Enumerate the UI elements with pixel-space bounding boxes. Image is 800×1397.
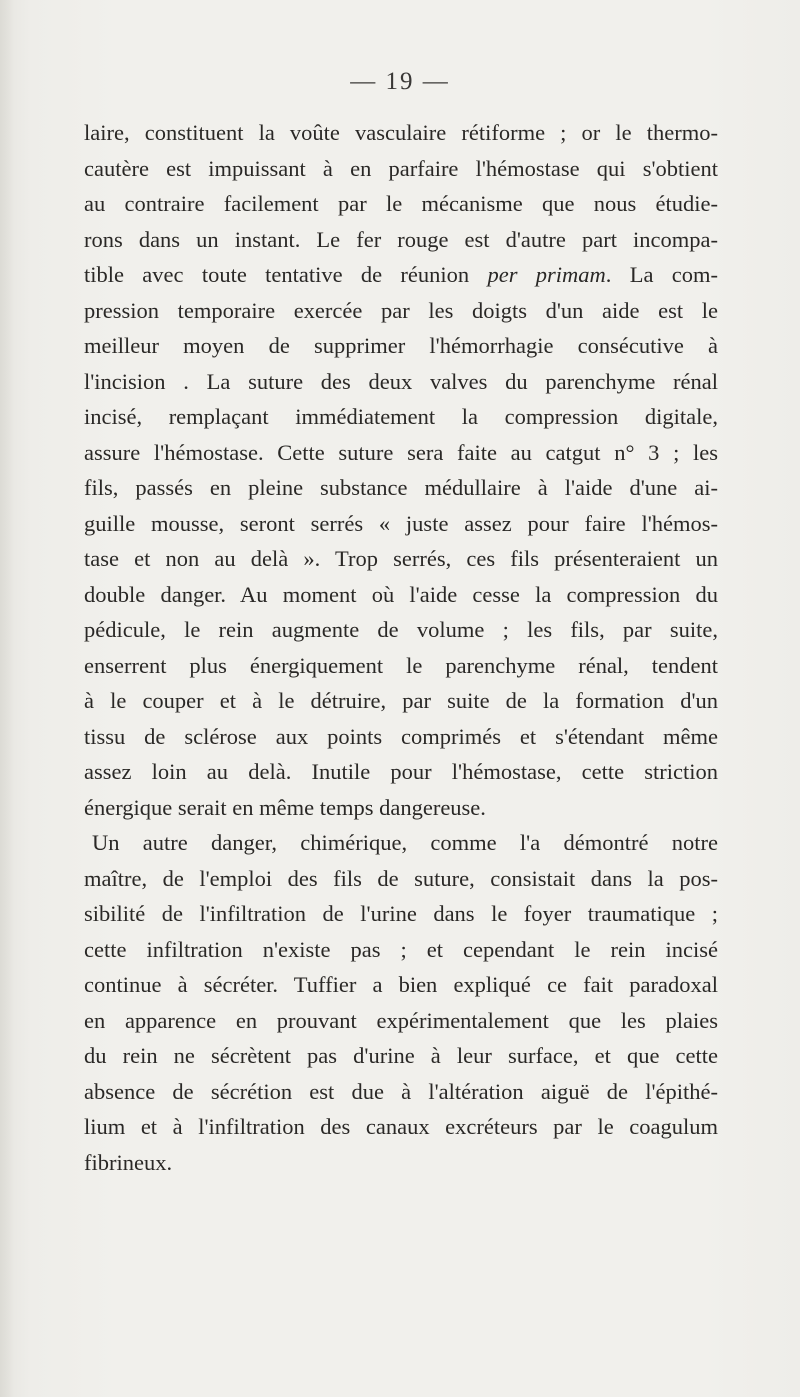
text-line-22: maître, de l'emploi des fils de suture, consistait dans la pos- [84,865,718,891]
text-line-28: absence de sécrétion est due à l'altération aiguë de l'épithé- [84,1078,718,1104]
text-line-18: tissu de sclérose aux points comprimés et s'étendant même [84,723,718,749]
text-line-25: continue à sécréter. Tuffier a bien expliqué ce fait paradoxal [84,972,718,997]
text-line-15: pédicule, le rein augmente de volume ; les fils, par suite, [84,617,718,642]
text-line-17: à le couper et à le détruire, par suite de la formation d'un [84,688,718,713]
text-line-30: fibrineux. [84,1149,173,1175]
text-line-24: cette infiltration n'existe pas ; et cependant le rein incisé [84,936,718,962]
body-text [84,115,718,1180]
text-line-4: rons dans un instant. Le fer rouge est d'autre part incompa- [84,226,718,252]
text-line-29: lium et à l'infiltration des canaux excréteurs par le coagulum [84,1114,718,1139]
text-line-10: assure l'hémostase. Cette suture sera faite au catgut n° 3 ; les [84,439,718,465]
text-line-8: l'incision . La suture des deux valves du parenchyme rénal [84,368,718,394]
text-line-7: meilleur moyen de supprimer l'hémorrhagie consécutive à [84,333,718,358]
text-line-20: énergique serait en même temps dangereuse. [84,794,486,820]
text-line-5: tible avec toute tentative de réunion per primam. La com- [84,262,718,287]
text-line-19: assez loin au delà. Inutile pour l'hémostase, cette striction [84,759,718,784]
text-line-13: tase et non au delà ». Trop serrés, ces fils présenteraient un [84,546,718,571]
text-line-11: fils, passés en pleine substance médullaire à l'aide d'une ai- [84,475,718,500]
text-line-21: Un autre danger, chimérique, comme l'a démontré notre [92,830,718,855]
page-number: — 19 — [350,68,450,95]
text-line-6: pression temporaire exercée par les doigts d'un aide est le [84,297,718,323]
text-line-9: incisé, remplaçant immédiatement la compression digitale, [84,404,718,429]
text-line-16: enserrent plus énergiquement le parenchyme rénal, tendent [84,652,718,678]
page-binding-shadow [0,0,14,1397]
text-line-12: guille mousse, seront serrés « juste assez pour faire l'hémos- [84,510,718,536]
text-line-14: double danger. Au moment où l'aide cesse la compression du [84,581,718,607]
text-line-27: du rein ne sécrètent pas d'urine à leur surface, et que cette [84,1043,718,1068]
text-line-26: en apparence en prouvant expérimentalement que les plaies [84,1007,718,1033]
text-line-23: sibilité de l'infiltration de l'urine dans le foyer traumatique ; [84,901,718,926]
text-line-3: au contraire facilement par le mécanisme que nous étudie- [84,191,718,216]
text-line-2: cautère est impuissant à en parfaire l'hémostase qui s'obtient [84,155,718,181]
text-line-1: laire, constituent la voûte vasculaire rétiforme ; or le thermo- [84,120,718,145]
